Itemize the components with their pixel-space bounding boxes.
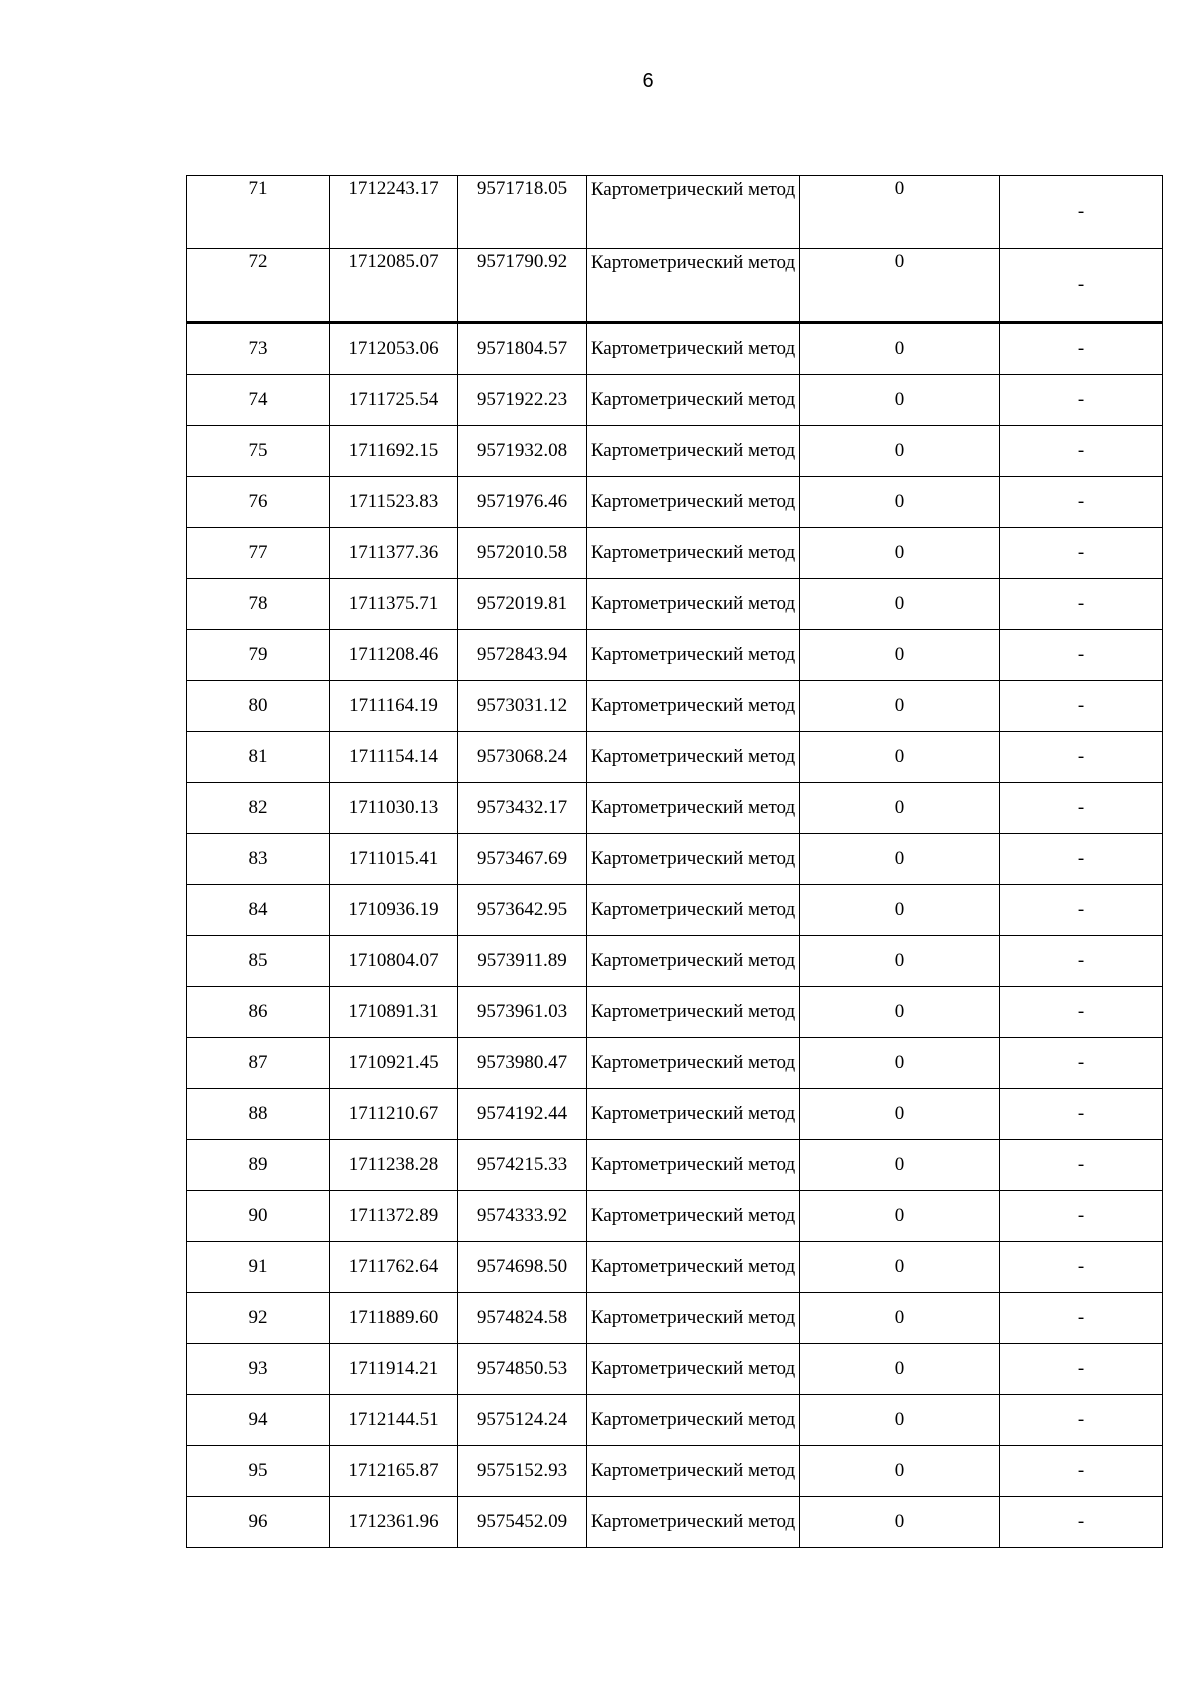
x-coordinate-cell: 1711692.15 <box>330 426 458 477</box>
method-cell: Картометрический метод <box>587 426 800 477</box>
x-coordinate-cell: 1712053.06 <box>330 323 458 375</box>
error-value-cell: 0 <box>800 1242 1000 1293</box>
note-cell: - <box>1000 885 1163 936</box>
note-cell: - <box>1000 1293 1163 1344</box>
note-cell: - <box>1000 834 1163 885</box>
y-coordinate-cell: 9573031.12 <box>458 681 587 732</box>
error-value-cell: 0 <box>800 987 1000 1038</box>
error-value-cell: 0 <box>800 1446 1000 1497</box>
x-coordinate-cell: 1710921.45 <box>330 1038 458 1089</box>
note-cell: - <box>1000 1446 1163 1497</box>
method-cell: Картометрический метод <box>587 1038 800 1089</box>
y-coordinate-cell: 9574192.44 <box>458 1089 587 1140</box>
y-coordinate-cell: 9573980.47 <box>458 1038 587 1089</box>
method-cell: Картометрический метод <box>587 1191 800 1242</box>
error-value-cell: 0 <box>800 834 1000 885</box>
y-coordinate-cell: 9571790.92 <box>458 249 587 323</box>
error-value-cell: 0 <box>800 1191 1000 1242</box>
point-number-cell: 94 <box>187 1395 330 1446</box>
x-coordinate-cell: 1711377.36 <box>330 528 458 579</box>
table-row <box>187 783 1163 834</box>
table-row <box>187 1446 1163 1497</box>
x-coordinate-cell: 1711208.46 <box>330 630 458 681</box>
note-cell: - <box>1000 783 1163 834</box>
point-number-cell: 92 <box>187 1293 330 1344</box>
y-coordinate-cell: 9572019.81 <box>458 579 587 630</box>
y-coordinate-cell: 9573911.89 <box>458 936 587 987</box>
point-number-cell: 78 <box>187 579 330 630</box>
x-coordinate-cell: 1711889.60 <box>330 1293 458 1344</box>
error-value-cell: 0 <box>800 426 1000 477</box>
x-coordinate-cell: 1711372.89 <box>330 1191 458 1242</box>
x-coordinate-cell: 1711914.21 <box>330 1344 458 1395</box>
y-coordinate-cell: 9574824.58 <box>458 1293 587 1344</box>
note-cell: - <box>1000 987 1163 1038</box>
point-number-cell: 89 <box>187 1140 330 1191</box>
point-number-cell: 80 <box>187 681 330 732</box>
error-value-cell: 0 <box>800 579 1000 630</box>
y-coordinate-cell: 9572843.94 <box>458 630 587 681</box>
y-coordinate-cell: 9574698.50 <box>458 1242 587 1293</box>
y-coordinate-cell: 9573068.24 <box>458 732 587 783</box>
point-number-cell: 77 <box>187 528 330 579</box>
error-value-cell: 0 <box>800 477 1000 528</box>
note-cell: - <box>1000 249 1163 323</box>
error-value-cell: 0 <box>800 1089 1000 1140</box>
note-cell: - <box>1000 579 1163 630</box>
table-row <box>187 1089 1163 1140</box>
y-coordinate-cell: 9572010.58 <box>458 528 587 579</box>
error-value-cell: 0 <box>800 249 1000 323</box>
point-number-cell: 82 <box>187 783 330 834</box>
point-number-cell: 75 <box>187 426 330 477</box>
point-number-cell: 72 <box>187 249 330 323</box>
y-coordinate-cell: 9574333.92 <box>458 1191 587 1242</box>
table-row <box>187 375 1163 426</box>
note-cell: - <box>1000 630 1163 681</box>
x-coordinate-cell: 1711375.71 <box>330 579 458 630</box>
note-cell: - <box>1000 426 1163 477</box>
x-coordinate-cell: 1710804.07 <box>330 936 458 987</box>
method-cell: Картометрический метод <box>587 477 800 528</box>
table-row <box>187 834 1163 885</box>
x-coordinate-cell: 1711523.83 <box>330 477 458 528</box>
y-coordinate-cell: 9573467.69 <box>458 834 587 885</box>
method-cell: Картометрический метод <box>587 1140 800 1191</box>
y-coordinate-cell: 9575124.24 <box>458 1395 587 1446</box>
y-coordinate-cell: 9573642.95 <box>458 885 587 936</box>
error-value-cell: 0 <box>800 528 1000 579</box>
error-value-cell: 0 <box>800 323 1000 375</box>
table-row <box>187 1497 1163 1548</box>
table-row <box>187 1038 1163 1089</box>
error-value-cell: 0 <box>800 732 1000 783</box>
method-cell: Картометрический метод <box>587 249 800 323</box>
y-coordinate-cell: 9573961.03 <box>458 987 587 1038</box>
y-coordinate-cell: 9571718.05 <box>458 176 587 249</box>
x-coordinate-cell: 1711725.54 <box>330 375 458 426</box>
method-cell: Картометрический метод <box>587 987 800 1038</box>
x-coordinate-cell: 1711210.67 <box>330 1089 458 1140</box>
method-cell: Картометрический метод <box>587 1242 800 1293</box>
x-coordinate-cell: 1711030.13 <box>330 783 458 834</box>
note-cell: - <box>1000 323 1163 375</box>
table-row <box>187 1140 1163 1191</box>
y-coordinate-cell: 9571932.08 <box>458 426 587 477</box>
table-row <box>187 176 1163 249</box>
table-row <box>187 249 1163 323</box>
error-value-cell: 0 <box>800 681 1000 732</box>
table-row <box>187 1191 1163 1242</box>
error-value-cell: 0 <box>800 630 1000 681</box>
table-row <box>187 1395 1163 1446</box>
table-row <box>187 885 1163 936</box>
x-coordinate-cell: 1712085.07 <box>330 249 458 323</box>
point-number-cell: 73 <box>187 323 330 375</box>
table-row <box>187 936 1163 987</box>
note-cell: - <box>1000 375 1163 426</box>
note-cell: - <box>1000 477 1163 528</box>
method-cell: Картометрический метод <box>587 1446 800 1497</box>
point-number-cell: 95 <box>187 1446 330 1497</box>
method-cell: Картометрический метод <box>587 681 800 732</box>
error-value-cell: 0 <box>800 375 1000 426</box>
table-row <box>187 681 1163 732</box>
note-cell: - <box>1000 681 1163 732</box>
error-value-cell: 0 <box>800 783 1000 834</box>
y-coordinate-cell: 9571922.23 <box>458 375 587 426</box>
table-row <box>187 426 1163 477</box>
x-coordinate-cell: 1711238.28 <box>330 1140 458 1191</box>
y-coordinate-cell: 9573432.17 <box>458 783 587 834</box>
x-coordinate-cell: 1711762.64 <box>330 1242 458 1293</box>
x-coordinate-cell: 1710891.31 <box>330 987 458 1038</box>
method-cell: Картометрический метод <box>587 936 800 987</box>
point-number-cell: 91 <box>187 1242 330 1293</box>
point-number-cell: 76 <box>187 477 330 528</box>
error-value-cell: 0 <box>800 1038 1000 1089</box>
y-coordinate-cell: 9574850.53 <box>458 1344 587 1395</box>
point-number-cell: 81 <box>187 732 330 783</box>
error-value-cell: 0 <box>800 885 1000 936</box>
method-cell: Картометрический метод <box>587 375 800 426</box>
table-row <box>187 732 1163 783</box>
note-cell: - <box>1000 1395 1163 1446</box>
point-number-cell: 88 <box>187 1089 330 1140</box>
method-cell: Картометрический метод <box>587 1293 800 1344</box>
table-row <box>187 1293 1163 1344</box>
coordinates-table <box>186 175 1163 1548</box>
error-value-cell: 0 <box>800 1140 1000 1191</box>
method-cell: Картометрический метод <box>587 579 800 630</box>
table-row <box>187 528 1163 579</box>
note-cell: - <box>1000 1497 1163 1548</box>
point-number-cell: 87 <box>187 1038 330 1089</box>
note-cell: - <box>1000 1242 1163 1293</box>
point-number-cell: 93 <box>187 1344 330 1395</box>
method-cell: Картометрический метод <box>587 1497 800 1548</box>
point-number-cell: 71 <box>187 176 330 249</box>
point-number-cell: 74 <box>187 375 330 426</box>
method-cell: Картометрический метод <box>587 176 800 249</box>
x-coordinate-cell: 1711154.14 <box>330 732 458 783</box>
table-row <box>187 477 1163 528</box>
coordinates-table-body <box>187 176 1163 1548</box>
method-cell: Картометрический метод <box>587 1344 800 1395</box>
x-coordinate-cell: 1712243.17 <box>330 176 458 249</box>
y-coordinate-cell: 9575452.09 <box>458 1497 587 1548</box>
point-number-cell: 86 <box>187 987 330 1038</box>
point-number-cell: 90 <box>187 1191 330 1242</box>
method-cell: Картометрический метод <box>587 783 800 834</box>
table-row <box>187 579 1163 630</box>
note-cell: - <box>1000 732 1163 783</box>
error-value-cell: 0 <box>800 1497 1000 1548</box>
y-coordinate-cell: 9575152.93 <box>458 1446 587 1497</box>
x-coordinate-cell: 1711164.19 <box>330 681 458 732</box>
method-cell: Картометрический метод <box>587 323 800 375</box>
method-cell: Картометрический метод <box>587 1395 800 1446</box>
x-coordinate-cell: 1711015.41 <box>330 834 458 885</box>
method-cell: Картометрический метод <box>587 528 800 579</box>
note-cell: - <box>1000 1191 1163 1242</box>
method-cell: Картометрический метод <box>587 630 800 681</box>
error-value-cell: 0 <box>800 1293 1000 1344</box>
error-value-cell: 0 <box>800 176 1000 249</box>
table-row <box>187 987 1163 1038</box>
note-cell: - <box>1000 528 1163 579</box>
y-coordinate-cell: 9574215.33 <box>458 1140 587 1191</box>
note-cell: - <box>1000 936 1163 987</box>
page-number: 6 <box>642 70 654 92</box>
x-coordinate-cell: 1712165.87 <box>330 1446 458 1497</box>
note-cell: - <box>1000 1089 1163 1140</box>
error-value-cell: 0 <box>800 1344 1000 1395</box>
error-value-cell: 0 <box>800 1395 1000 1446</box>
note-cell: - <box>1000 1038 1163 1089</box>
x-coordinate-cell: 1712361.96 <box>330 1497 458 1548</box>
table-row <box>187 1242 1163 1293</box>
table-row <box>187 323 1163 375</box>
error-value-cell: 0 <box>800 936 1000 987</box>
table-row <box>187 1344 1163 1395</box>
x-coordinate-cell: 1710936.19 <box>330 885 458 936</box>
point-number-cell: 84 <box>187 885 330 936</box>
method-cell: Картометрический метод <box>587 834 800 885</box>
x-coordinate-cell: 1712144.51 <box>330 1395 458 1446</box>
point-number-cell: 85 <box>187 936 330 987</box>
point-number-cell: 83 <box>187 834 330 885</box>
point-number-cell: 96 <box>187 1497 330 1548</box>
y-coordinate-cell: 9571976.46 <box>458 477 587 528</box>
note-cell: - <box>1000 1140 1163 1191</box>
note-cell: - <box>1000 176 1163 249</box>
point-number-cell: 79 <box>187 630 330 681</box>
method-cell: Картометрический метод <box>587 732 800 783</box>
y-coordinate-cell: 9571804.57 <box>458 323 587 375</box>
method-cell: Картометрический метод <box>587 1089 800 1140</box>
method-cell: Картометрический метод <box>587 885 800 936</box>
note-cell: - <box>1000 1344 1163 1395</box>
table-row <box>187 630 1163 681</box>
